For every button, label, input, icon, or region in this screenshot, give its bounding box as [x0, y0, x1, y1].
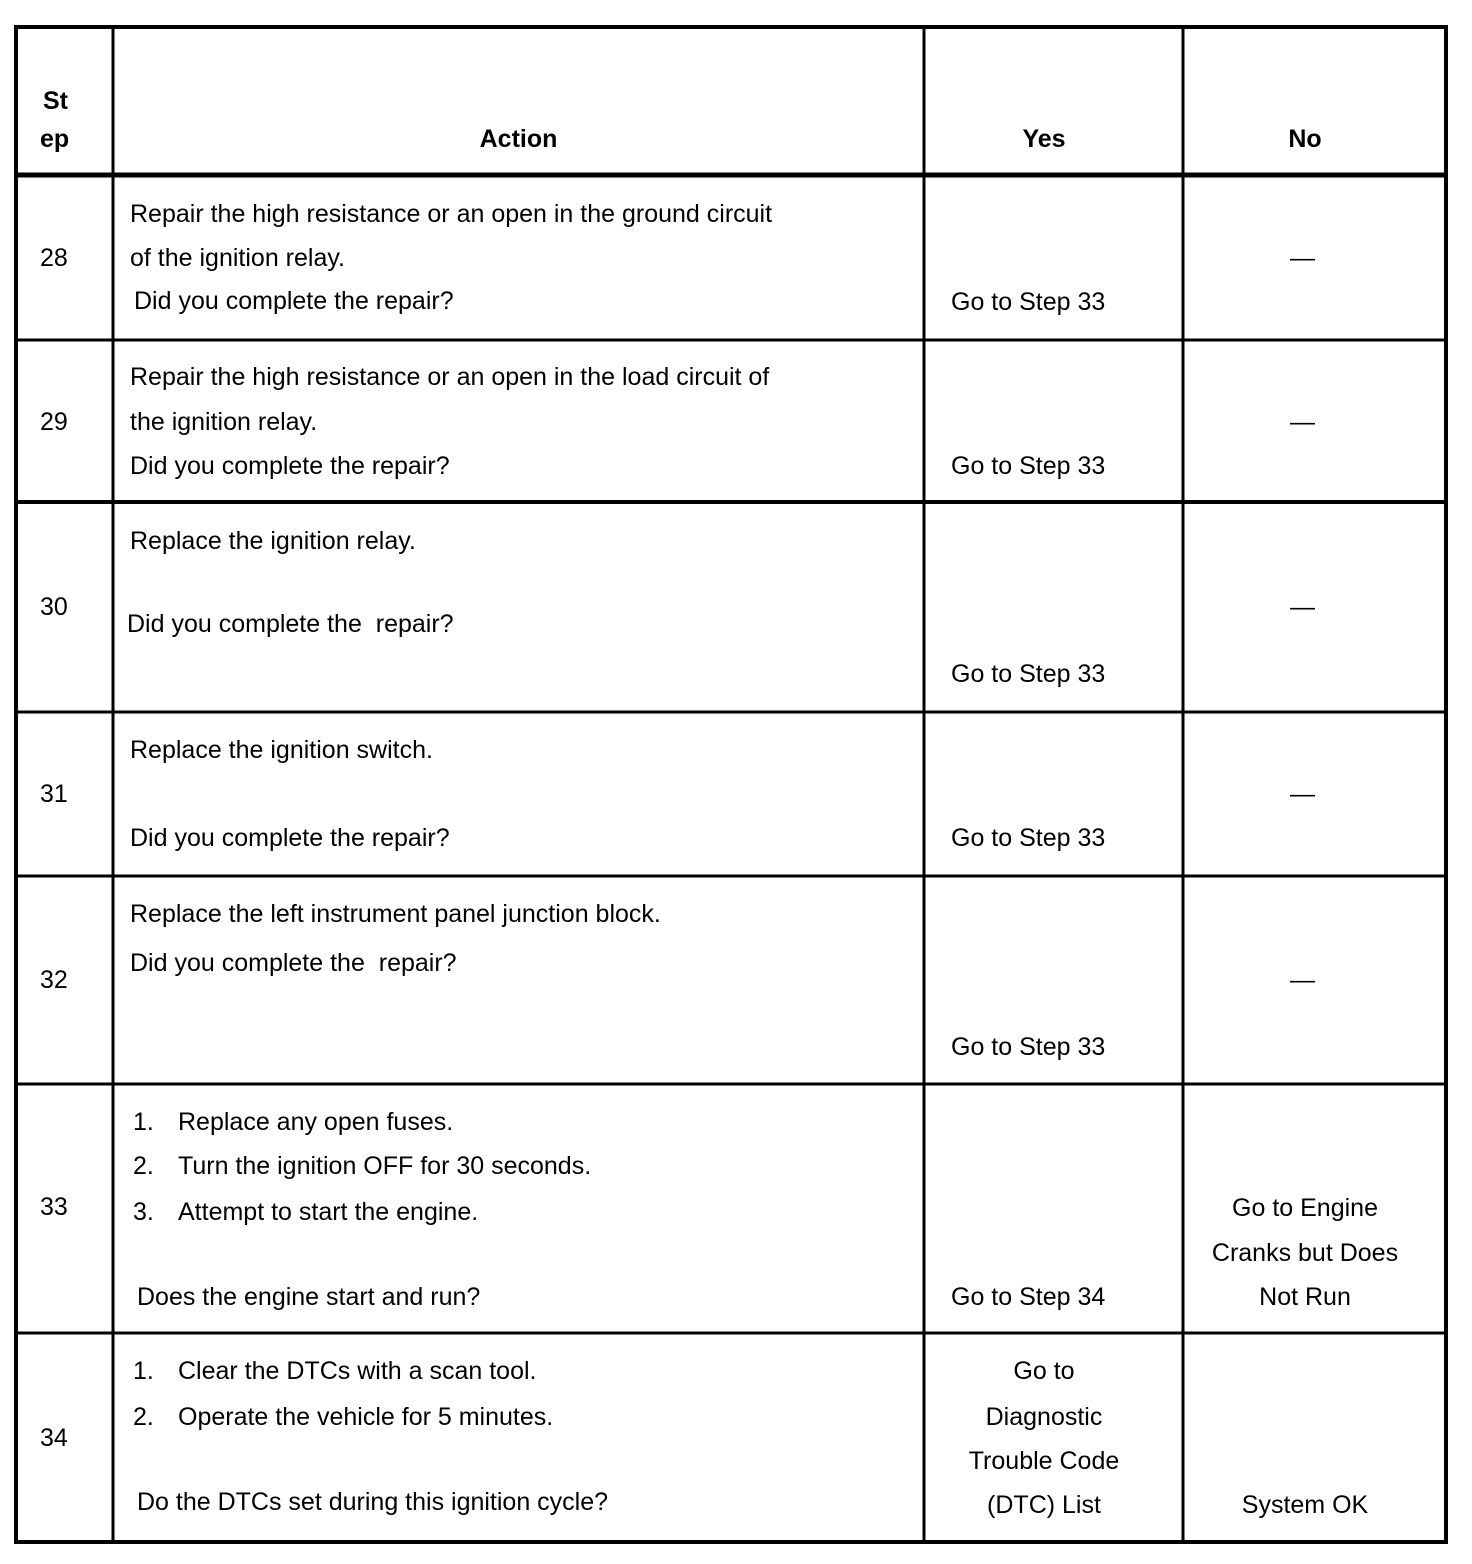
yes-result: Go to Step 33	[951, 1033, 1106, 1061]
action-text: Replace the ignition relay.	[130, 527, 416, 555]
yes-result: Diagnostic	[985, 1403, 1103, 1431]
list-item-text: Replace any open fuses.	[178, 1108, 454, 1136]
list-item-number: 1.	[133, 1108, 154, 1136]
action-text: Repair the high resistance or an open in the ground circuit	[130, 200, 773, 228]
list-item-text: Operate the vehicle for 5 minutes.	[178, 1403, 554, 1431]
action-question: Does the engine start and run?	[137, 1283, 481, 1311]
step-number: 29	[40, 408, 68, 436]
yes-result: Go to Step 33	[951, 288, 1106, 316]
action-question: Did you complete the repair?	[130, 949, 457, 977]
header-step-line1: St	[43, 87, 68, 115]
no-result: Cranks but Does	[1211, 1239, 1399, 1267]
list-item-number: 2.	[133, 1403, 154, 1431]
no-result: Go to Engine	[1232, 1194, 1378, 1222]
list-item-number: 3.	[133, 1198, 154, 1226]
list-item-text: Attempt to start the engine.	[178, 1198, 479, 1226]
no-result: —	[1290, 966, 1315, 994]
action-text: Repair the high resistance or an open in the load circuit of	[130, 363, 770, 391]
yes-result: (DTC) List	[987, 1491, 1101, 1519]
action-text: Replace the ignition switch.	[130, 736, 433, 764]
list-item-text: Clear the DTCs with a scan tool.	[178, 1357, 537, 1385]
list-item-text: Turn the ignition OFF for 30 seconds.	[178, 1152, 592, 1180]
action-question: Did you complete the repair?	[130, 824, 450, 852]
action-question: Did you complete the repair?	[130, 452, 450, 480]
no-result: —	[1290, 408, 1315, 436]
step-number: 31	[40, 780, 68, 808]
yes-result: Go to Step 33	[951, 452, 1106, 480]
yes-result: Go to Step 34	[951, 1283, 1106, 1311]
action-text: of the ignition relay.	[130, 244, 345, 272]
list-item-number: 1.	[133, 1357, 154, 1385]
yes-result: Go to Step 33	[951, 824, 1106, 852]
step-number: 32	[40, 966, 68, 994]
header-no: No	[1288, 125, 1322, 153]
no-result: System OK	[1241, 1491, 1369, 1519]
step-number: 28	[40, 244, 68, 272]
yes-result: Go to	[1013, 1357, 1075, 1385]
list-item-number: 2.	[133, 1152, 154, 1180]
no-result: Not Run	[1259, 1283, 1351, 1311]
header-step-line2: ep	[40, 125, 70, 153]
header-yes: Yes	[1022, 125, 1066, 153]
action-question: Do the DTCs set during this ignition cycle?	[137, 1488, 609, 1516]
action-text: the ignition relay.	[130, 408, 318, 436]
action-question: Did you complete the repair?	[134, 287, 454, 315]
yes-result: Go to Step 33	[951, 660, 1106, 688]
action-text: Replace the left instrument panel junction block.	[130, 900, 661, 928]
step-number: 33	[40, 1193, 68, 1221]
no-result: —	[1290, 593, 1315, 621]
step-number: 34	[40, 1424, 68, 1452]
no-result: —	[1290, 244, 1315, 272]
header-action: Action	[479, 125, 558, 153]
yes-result: Trouble Code	[968, 1447, 1120, 1475]
no-result: —	[1290, 780, 1315, 808]
step-number: 30	[40, 593, 68, 621]
action-question: Did you complete the repair?	[127, 610, 454, 638]
